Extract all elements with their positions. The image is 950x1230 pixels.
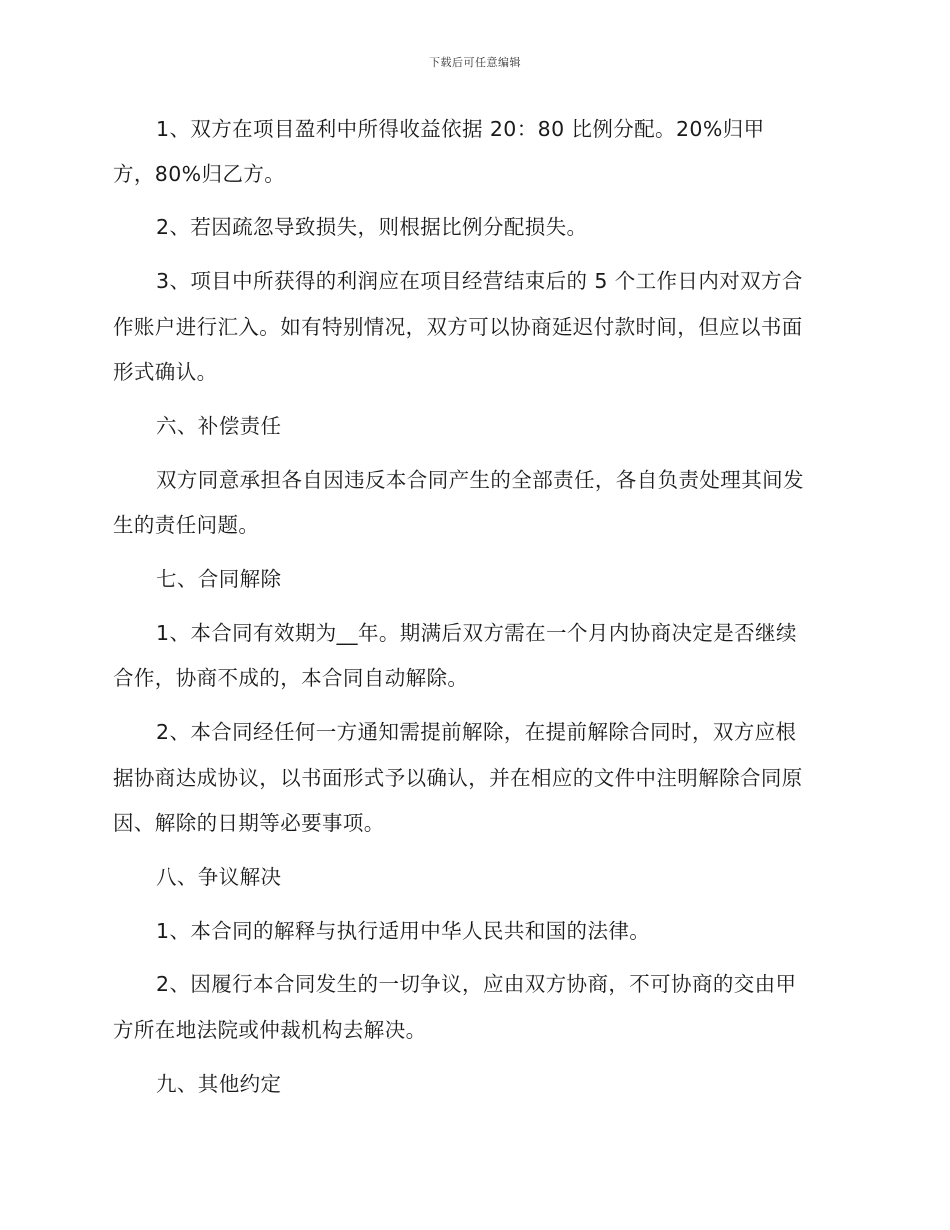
clause-7-2-line-2: 据协商达成协议，以书面形式予以确认，并在相应的文件中注明解除合同原 — [113, 766, 803, 790]
clause-7-2-line-3: 因、解除的日期等必要事项。 — [113, 811, 385, 835]
clause-8-1: 1、本合同的解释与执行适用中华人民共和国的法律。 — [156, 919, 651, 943]
section-6-body-line-2: 生的责任问题。 — [113, 513, 260, 537]
clause-5-3-line-2: 作账户进行汇入。如有特别情况，双方可以协商延迟付款时间，但应以书面 — [113, 315, 803, 339]
clause-7-1-line-1: 1、本合同有效期为__年。期满后双方需在一个月内协商决定是否继续 — [156, 621, 797, 645]
section-6-body-line-1: 双方同意承担各自因违反本合同产生的全部责任，各自负责处理其间发 — [156, 468, 804, 492]
clause-7-1-line-2: 合作，协商不成的，本合同自动解除。 — [113, 666, 469, 690]
clause-5-2: 2、若因疏忽导致损失，则根据比例分配损失。 — [156, 215, 588, 239]
section-6-heading: 六、补偿责任 — [156, 414, 282, 438]
clause-5-3-line-3: 形式确认。 — [113, 360, 218, 384]
section-8-heading: 八、争议解决 — [156, 865, 282, 889]
clause-7-2-line-1: 2、本合同经任何一方通知需提前解除，在提前解除合同时，双方应根 — [156, 720, 797, 744]
section-9-heading: 九、其他约定 — [156, 1072, 282, 1096]
page-header: 下载后可任意编辑 — [429, 56, 521, 69]
clause-5-1-line-1: 1、双方在项目盈利中所得收益依据 20：80 比例分配。20%归甲 — [156, 117, 765, 141]
clause-5-3-line-1: 3、项目中所获得的利润应在项目经营结束后的 5 个工作日内对双方合 — [156, 269, 803, 293]
clause-8-2-line-1: 2、因履行本合同发生的一切争议，应由双方协商，不可协商的交由甲 — [156, 972, 797, 996]
clause-5-1-line-2: 方，80%归乙方。 — [113, 162, 286, 186]
clause-8-2-line-2: 方所在地法院或仲裁机构去解决。 — [113, 1018, 427, 1042]
section-7-heading: 七、合同解除 — [156, 567, 282, 591]
